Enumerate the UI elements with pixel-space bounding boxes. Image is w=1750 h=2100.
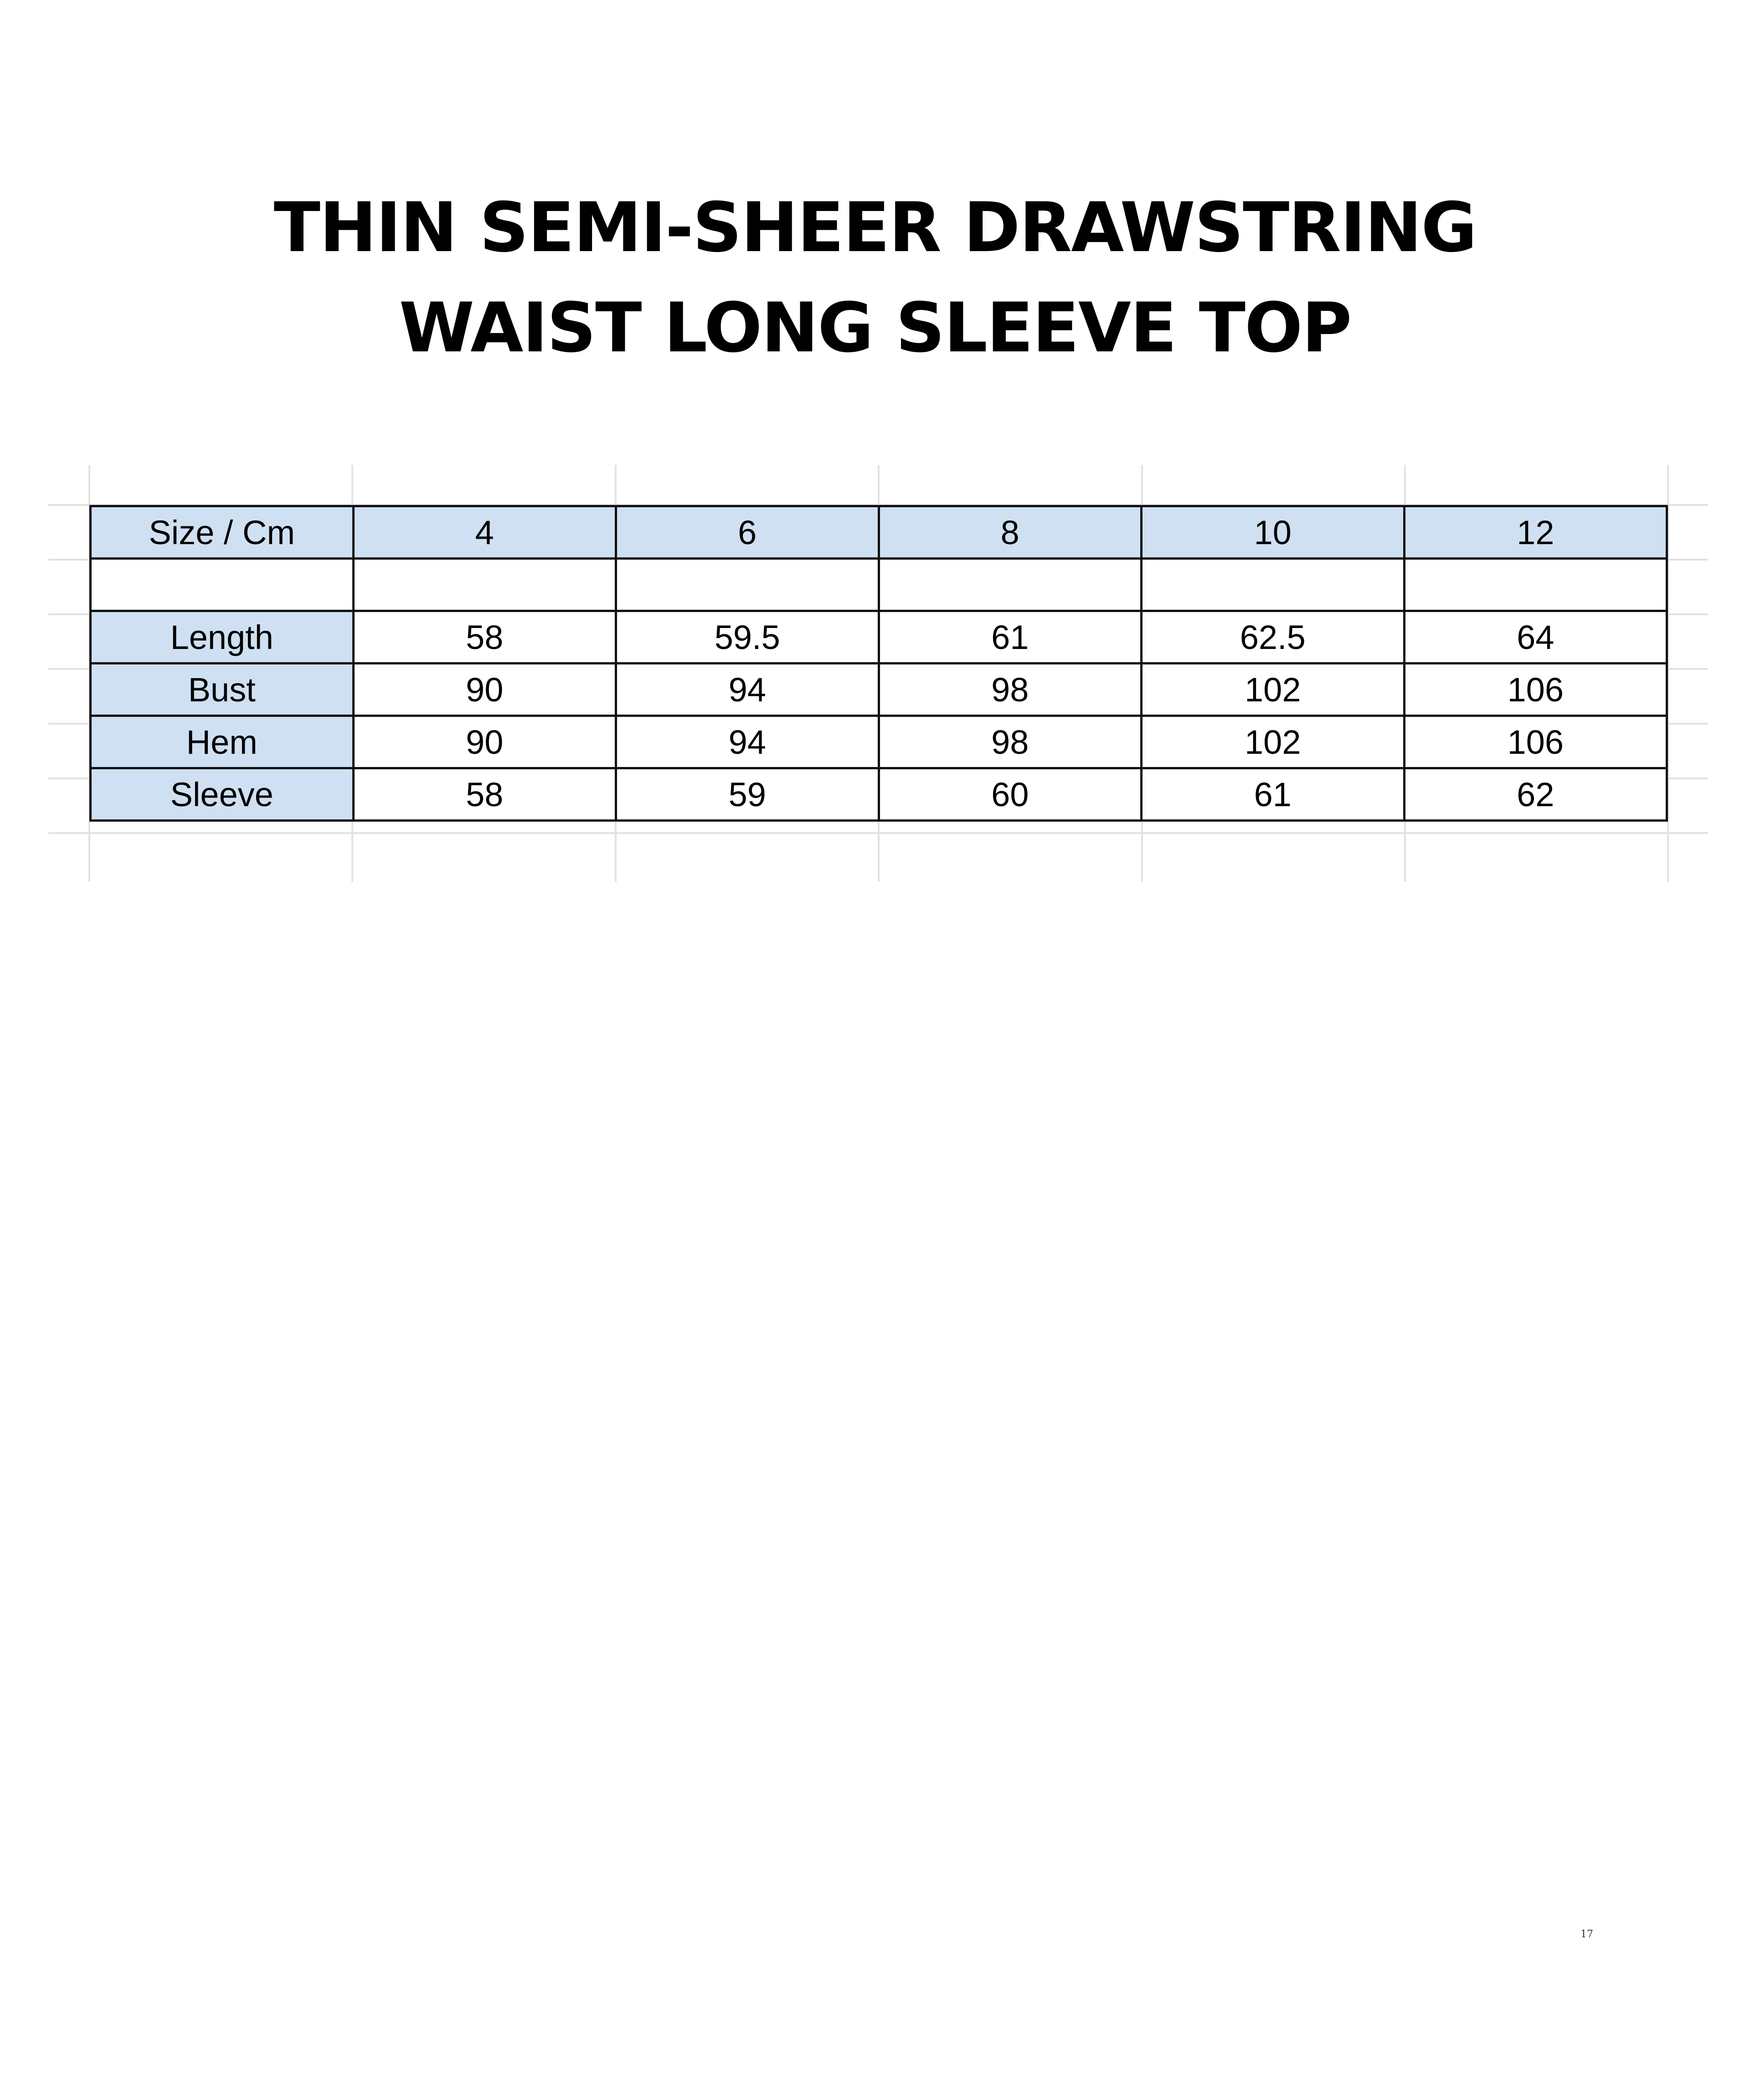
table-cell: 58 [353,768,616,821]
table-cell: 98 [879,664,1142,716]
size-chart-table [89,505,1668,822]
table-cell [353,559,616,611]
table-cell: 58 [353,611,616,664]
table-cell [91,559,354,611]
table-cell [1404,559,1667,611]
table-cell: 59.5 [616,611,879,664]
table-cell: 102 [1142,716,1405,768]
table-cell: 60 [879,768,1142,821]
page-title-line-1: THIN SEMI-SHEER DRAWSTRING [273,188,1477,268]
table-cell [616,559,879,611]
header-cell: 8 [879,506,1142,559]
table-cell: 106 [1404,716,1667,768]
table-row-hem [91,716,1667,768]
table-cell: 61 [879,611,1142,664]
table-row-length [91,611,1667,664]
header-cell: 12 [1404,506,1667,559]
table-cell [879,559,1142,611]
table-row-bust [91,664,1667,716]
header-cell: 6 [616,506,879,559]
table-cell: 90 [353,716,616,768]
table-cell: 98 [879,716,1142,768]
table-cell: 102 [1142,664,1405,716]
table-cell: 62.5 [1142,611,1405,664]
table-cell: 94 [616,716,879,768]
table-cell: 64 [1404,611,1667,664]
table-cell: 106 [1404,664,1667,716]
row-label: Bust [91,664,354,716]
table-cell: 62 [1404,768,1667,821]
table-row-empty [91,559,1667,611]
table-cell: 90 [353,664,616,716]
table-cell: 94 [616,664,879,716]
page-number: 17 [1580,1929,1593,1940]
header-cell: Size / Cm [91,506,354,559]
table-cell: 59 [616,768,879,821]
table-cell [1142,559,1405,611]
header-cell: 4 [353,506,616,559]
table-header-row [91,506,1667,559]
table-cell: 61 [1142,768,1405,821]
row-label: Length [91,611,354,664]
table-row-sleeve [91,768,1667,821]
row-label: Hem [91,716,354,768]
header-cell: 10 [1142,506,1405,559]
row-label: Sleeve [91,768,354,821]
page-title-line-2: WAIST LONG SLEEVE TOP [399,288,1351,368]
